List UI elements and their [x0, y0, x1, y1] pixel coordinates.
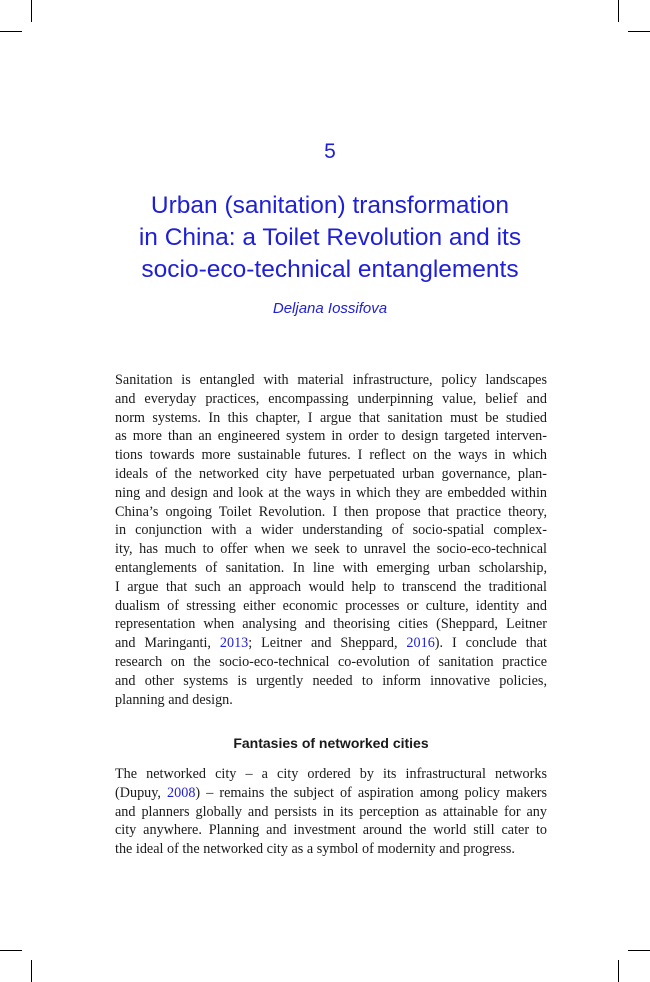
- citation-text: and Maringanti,: [115, 635, 220, 652]
- chapter-title-line: Urban (sanitation) transformation: [150, 192, 510, 219]
- paragraph-line: as more than an engineered system in order to design targeted interven-: [115, 428, 547, 445]
- paragraph-line: ideals of the networked city have perpetuated urban governance, plan-: [115, 465, 547, 482]
- reference-link-2008[interactable]: 2008: [167, 784, 196, 801]
- paragraph-line: research on the socio-eco-technical co-evolution of sanitation practice: [115, 653, 547, 670]
- chapter-title-line: in China: a Toilet Revolution and its: [138, 224, 522, 251]
- paragraph-line: city anywhere. Planning and investment around the world still cater to: [115, 822, 547, 839]
- crop-mark-bottom-right-horizontal: [628, 950, 650, 951]
- paragraph-line: and planners globally and persists in its perception as attainable for any: [115, 803, 547, 820]
- citation-text: (Dupuy,: [115, 784, 168, 801]
- chapter-title-line: socio-eco-technical entanglements: [141, 256, 519, 283]
- citation-text: ; Leitner and Sheppard,: [248, 635, 407, 652]
- reference-link-2016[interactable]: 2016: [406, 635, 435, 652]
- abstract-paragraph: [115, 371, 547, 709]
- paragraph-line: ning and design and look at the ways in which they are embedded within: [115, 484, 547, 501]
- paragraph-line-with-citations: [115, 634, 547, 653]
- paragraph-line: norm systems. In this chapter, I argue that sanitation must be studied: [115, 409, 547, 426]
- paragraph-line-with-citation: [115, 784, 547, 803]
- paragraph-line: and other systems is urgently needed to inform innovative policies,: [115, 672, 547, 689]
- chapter-author: Deljana Iossifova: [272, 300, 388, 317]
- section-paragraph: [115, 765, 547, 859]
- paragraph-line: The networked city – a city ordered by its infrastructural networks: [115, 766, 547, 782]
- paragraph-line: planning and design.: [115, 691, 233, 708]
- paragraph-line: representation when analysing and theorising cities (Sheppard, Leitner: [115, 616, 547, 633]
- crop-mark-top-left-vertical: [31, 0, 32, 22]
- citation-text: ). I conclude that: [434, 635, 547, 652]
- paragraph-line: dualism of stressing either economic processes or culture, identity and: [115, 597, 547, 614]
- paragraph-line: entanglements of sanitation. In line with emerging urban scholarship,: [115, 559, 547, 576]
- paragraph-line: China’s ongoing Toilet Revolution. I then propose that practice theory,: [115, 503, 547, 520]
- paragraph-line: ity, has much to offer when we seek to unravel the socio-eco-technical: [115, 541, 547, 558]
- paragraph-line: I argue that such an approach would help to transcend the traditional: [115, 578, 547, 595]
- chapter-number: 5: [324, 140, 336, 163]
- crop-mark-bottom-left-horizontal: [0, 950, 22, 951]
- paragraph-line: Sanitation is entangled with material infrastructure, policy landscapes: [115, 372, 547, 388]
- crop-mark-top-right-horizontal: [628, 31, 650, 32]
- crop-mark-top-right-vertical: [618, 0, 619, 22]
- section-heading: Fantasies of networked cities: [233, 735, 429, 751]
- paragraph-line: and everyday practices, encompassing underpinning value, belief and: [115, 390, 547, 407]
- citation-text: ) – remains the subject of aspiration among policy makers: [195, 784, 547, 801]
- paragraph-line: in conjunction with a wider understanding of socio-spatial complex-: [115, 522, 547, 539]
- paragraph-line: tions towards more sustainable futures. I reflect on the ways in which: [115, 447, 547, 464]
- crop-mark-bottom-right-vertical: [618, 960, 619, 982]
- crop-mark-top-left-horizontal: [0, 31, 22, 32]
- crop-mark-bottom-left-vertical: [31, 960, 32, 982]
- paragraph-line: the ideal of the networked city as a symbol of modernity and progress.: [115, 841, 515, 858]
- reference-link-2013[interactable]: 2013: [219, 635, 249, 652]
- chapter-title: [95, 190, 565, 286]
